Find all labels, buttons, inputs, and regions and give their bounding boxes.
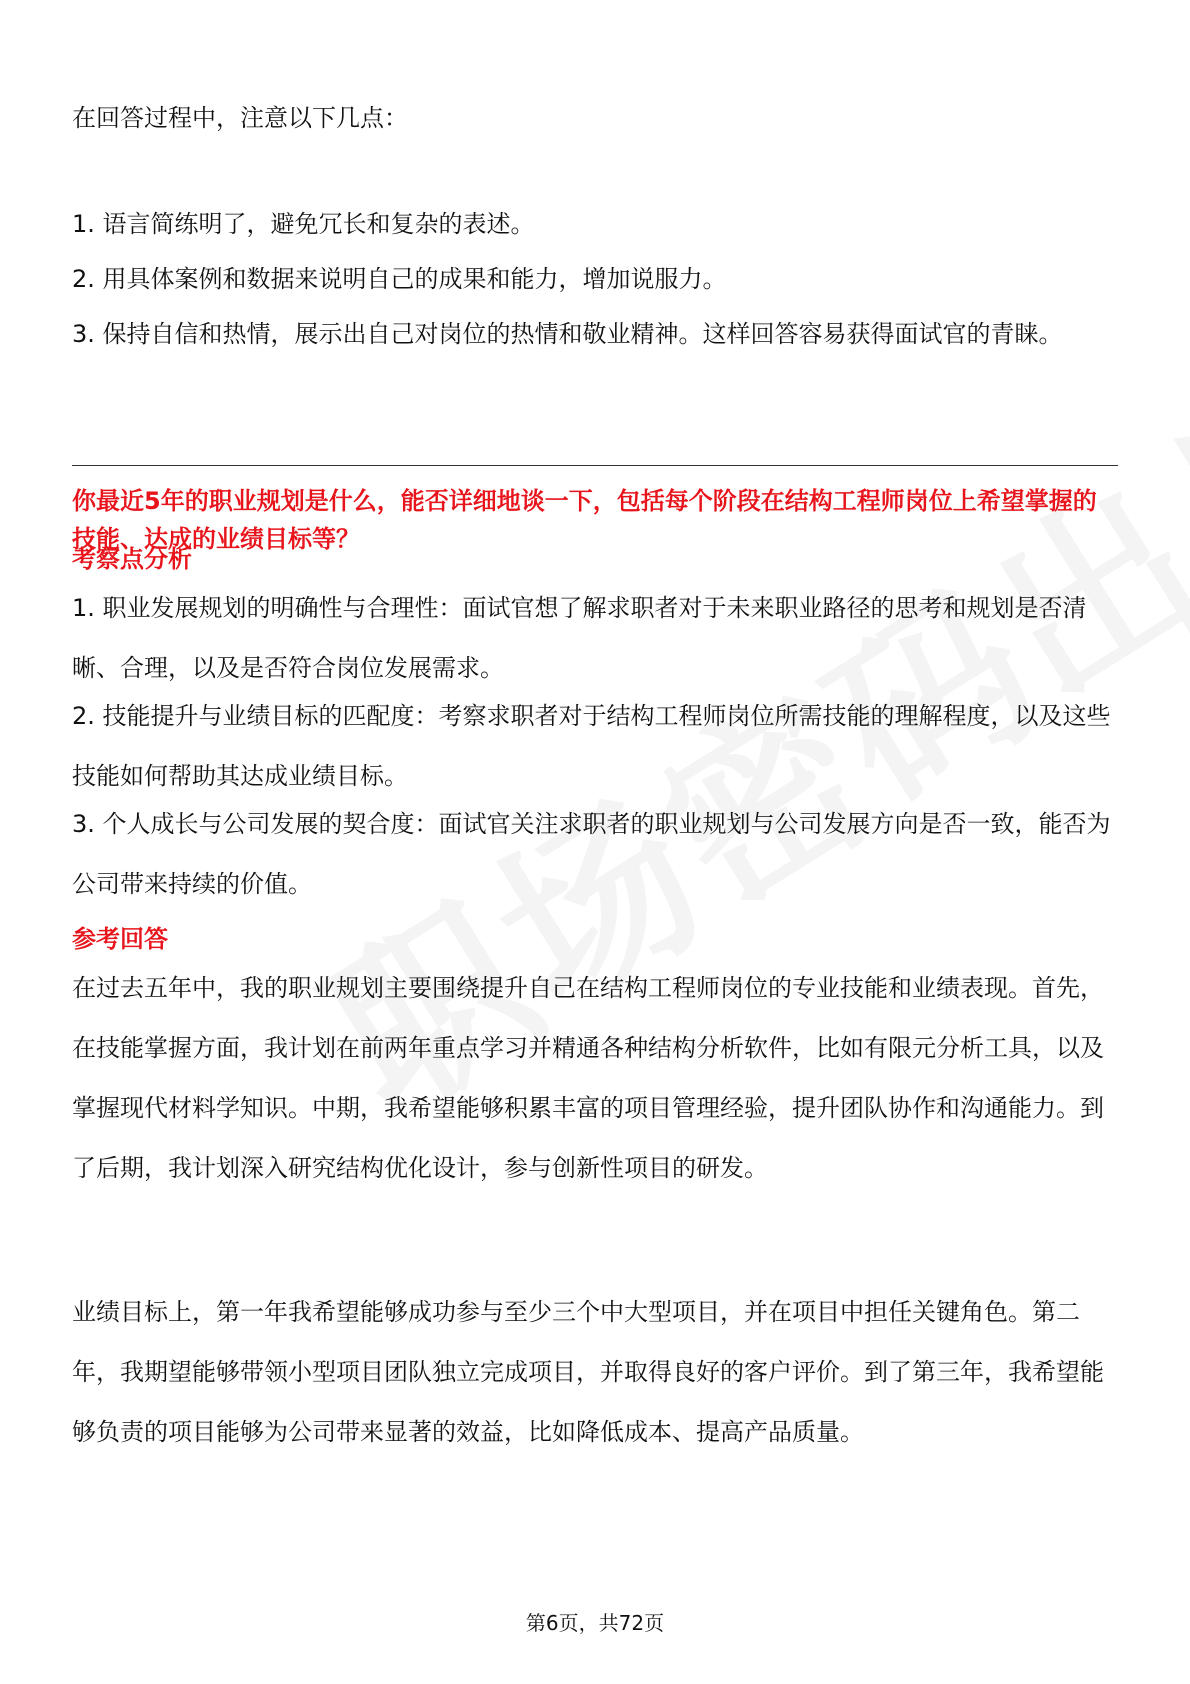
tip-item-1: 1. 语言简练明了，避免冗长和复杂的表述。 xyxy=(72,210,535,238)
tip-item-2: 2. 用具体案例和数据来说明自己的成果和能力，增加说服力。 xyxy=(72,265,727,293)
tip-item-3: 3. 保持自信和热情，展示出自己对岗位的热情和敬业精神。这样回答容易获得面试官的青睐。 xyxy=(72,320,1063,348)
interview-question: 你最近5年的职业规划是什么，能否详细地谈一下，包括每个阶段在结构工程师岗位上希望掌握的技能、达成的业绩目标等？ xyxy=(72,487,1097,553)
analysis-point-1: 1. 职业发展规划的明确性与合理性：面试官想了解求职者对于未来职业路径的思考和规划是否清晰、合理，以及是否符合岗位发展需求。 xyxy=(72,594,1087,682)
analysis-point-3: 3. 个人成长与公司发展的契合度：面试官关注求职者的职业规划与公司发展方向是否一致，能否为公司带来持续的价值。 xyxy=(72,810,1111,898)
intro-text: 在回答过程中，注意以下几点： xyxy=(72,104,408,132)
analysis-point-2: 2. 技能提升与业绩目标的匹配度：考察求职者对于结构工程师岗位所需技能的理解程度，以及这些技能如何帮助其达成业绩目标。 xyxy=(72,702,1111,790)
document-page xyxy=(72,0,1118,1684)
answer-paragraph-1: 在过去五年中，我的职业规划主要围绕提升自己在结构工程师岗位的专业技能和业绩表现。首先，在技能掌握方面，我计划在前两年重点学习并精通各种结构分析软件，比如有限元分析工具，以及掌握现代材料学知识。中期，我希望能够积累丰富的项目管理经验，提升团队协作和沟通能力。到了后期，我计划深入研究结构优化设计，参与创新性项目的研发。 xyxy=(72,974,1104,1182)
analysis-title: 考察点分析 xyxy=(72,545,192,573)
section-divider xyxy=(72,465,1118,466)
answer-title: 参考回答 xyxy=(72,925,168,953)
page-number: 第6页，共72页 xyxy=(525,1611,665,1635)
answer-paragraph-2: 业绩目标上，第一年我希望能够成功参与至少三个中大型项目，并在项目中担任关键角色。第二年，我期望能够带领小型项目团队独立完成项目，并取得良好的客户评价。到了第三年，我希望能够负责的项目能够为公司带来显著的效益，比如降低成本、提高产品质量。 xyxy=(72,1298,1104,1446)
